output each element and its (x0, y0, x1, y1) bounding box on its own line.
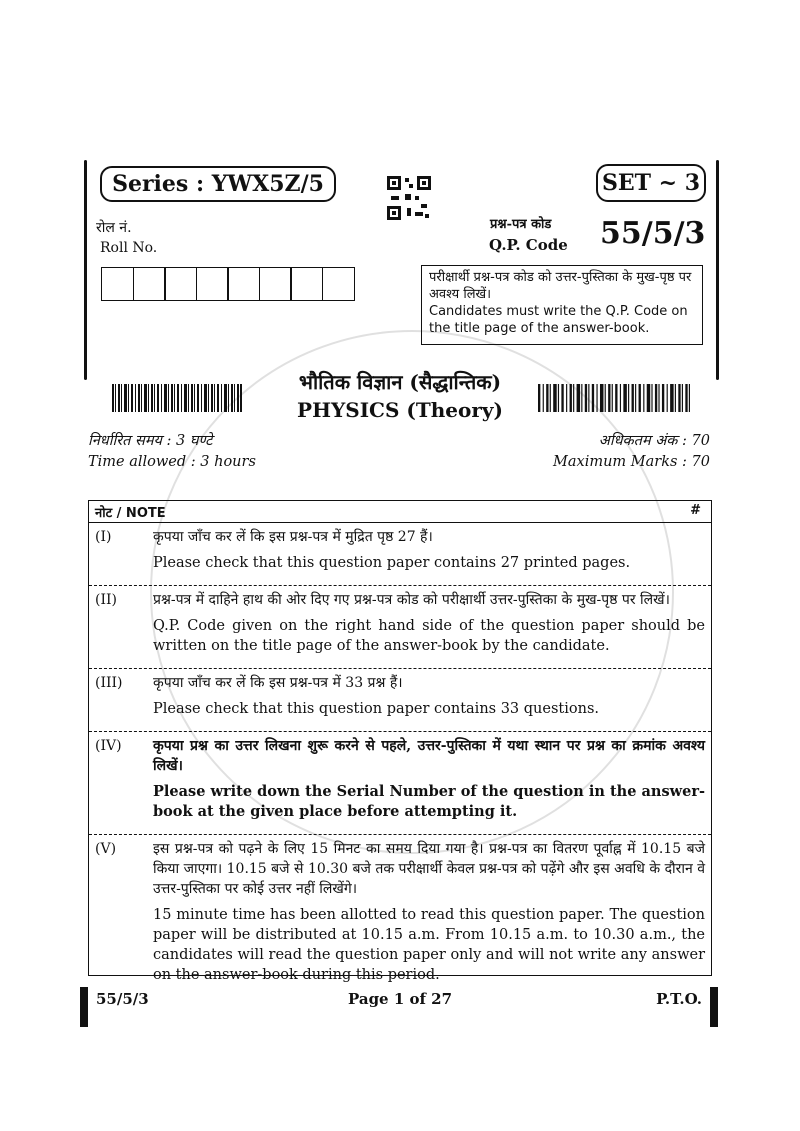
note-item-english: Please check that this question paper contains 33 questions. (153, 701, 599, 717)
roll-digit-box[interactable] (290, 267, 323, 301)
note-item-english: Q.P. Code given on the right hand side of the question paper should be written on the title page of the answer-book by the candidate. (153, 618, 705, 654)
roll-digit-box[interactable] (227, 267, 260, 301)
footer-page-number: Page 1 of 27 (347, 990, 453, 1008)
left-margin-mark (84, 160, 87, 380)
qp-code-label-english: Q.P. Code (489, 236, 568, 254)
set-label: SET ~ 3 (596, 164, 706, 202)
candidate-note-english: Candidates must write the Q.P. Code on the title page of the answer-book. (429, 304, 688, 336)
note-heading (89, 501, 711, 523)
note-item-number: (V) (95, 841, 117, 857)
series-label: Series : YWX5Z/5 (100, 166, 336, 202)
roll-digit-box[interactable] (259, 267, 292, 301)
note-item-hindi: कृपया जाँच कर लें कि इस प्रश्न-पत्र में मुद्रित पृष्ठ 27 हैं। (153, 529, 433, 545)
time-allowed-hindi: निर्धारित समय : 3 घण्टे (88, 433, 213, 449)
max-marks-english: Maximum Marks : 70 (553, 454, 710, 470)
note-item-number: (II) (95, 592, 117, 608)
note-item (89, 523, 711, 586)
subject-title-english: PHYSICS (Theory) (297, 398, 503, 422)
roll-label-hindi: रोल नं. (96, 220, 132, 236)
roll-label-english: Roll No. (100, 240, 158, 256)
note-item (89, 586, 711, 669)
note-item-number: (IV) (95, 738, 122, 754)
time-allowed-english: Time allowed : 3 hours (88, 454, 256, 470)
note-item-hindi: प्रश्न-पत्र में दाहिने हाथ की ओर दिए गए प्रश्न-पत्र कोड को परीक्षार्थी उत्तर-पुस्तिका के मुख-पृष्ठ पर लिखें। (153, 592, 670, 608)
note-item-number: (I) (95, 529, 112, 545)
note-item-english: Please check that this question paper contains 27 printed pages. (153, 555, 631, 571)
note-item-number: (III) (95, 675, 123, 691)
roll-digit-box[interactable] (164, 267, 197, 301)
roll-number-boxes[interactable] (101, 267, 353, 301)
note-item-english: Please write down the Serial Number of the question in the answer-book at the given place before attempting it. (153, 783, 705, 820)
subject-title-hindi: भौतिक विज्ञान (सैद्धान्तिक) (298, 370, 502, 394)
roll-digit-box[interactable] (133, 267, 166, 301)
footer-pto: P.T.O. (656, 990, 702, 1008)
note-item (89, 669, 711, 732)
note-hash-mark: # (690, 503, 701, 518)
footer-qp-code: 55/5/3 (96, 990, 149, 1008)
right-margin-mark (716, 160, 719, 380)
note-section (88, 500, 712, 983)
note-item-hindi: इस प्रश्न-पत्र को पढ़ने के लिए 15 मिनट का समय दिया गया है। प्रश्न-पत्र का वितरण पूर्वाह्न में 10.15 बजे किया जाएगा। 10.15 बजे से 10.30 बजे तक परीक्षार्थी केवल प्रश्न-पत्र को पढ़ेंगे और इस अवधि के दौरान वे उत्तर-पुस्तिका पर कोई उत्तर नहीं लिखेंगे। (153, 841, 705, 897)
qp-code-label-hindi: प्रश्न-पत्र कोड (490, 217, 552, 232)
note-item-english: 15 minute time has been allotted to read this question paper. The question paper will be distributed at 10.15 a.m. From 10.15 a.m. to 10.30 a.m., the candidates will read the question paper only and will not write any answer on the answer-book during this period. (153, 907, 705, 983)
candidate-instruction-box (421, 265, 703, 345)
note-item (89, 835, 711, 997)
note-heading-label: नोट / NOTE (95, 506, 166, 521)
qp-code-value: 55/5/3 (600, 216, 706, 251)
roll-digit-box[interactable] (322, 267, 355, 301)
roll-digit-box[interactable] (196, 267, 229, 301)
note-item-hindi: कृपया प्रश्न का उत्तर लिखना शुरू करने से पहले, उत्तर-पुस्तिका में यथा स्थान पर प्रश्न का क्रमांक अवश्य लिखें। (153, 738, 705, 774)
candidate-note-hindi: परीक्षार्थी प्रश्न-पत्र कोड को उत्तर-पुस्तिका के मुख-पृष्ठ पर अवश्य लिखें। (429, 270, 692, 302)
roll-digit-box[interactable] (101, 267, 134, 301)
max-marks-hindi: अधिकतम अंक : 70 (598, 433, 710, 449)
note-item-hindi: कृपया जाँच कर लें कि इस प्रश्न-पत्र में 33 प्रश्न हैं। (153, 675, 403, 691)
qr-code-icon (387, 176, 431, 220)
note-item (89, 732, 711, 835)
